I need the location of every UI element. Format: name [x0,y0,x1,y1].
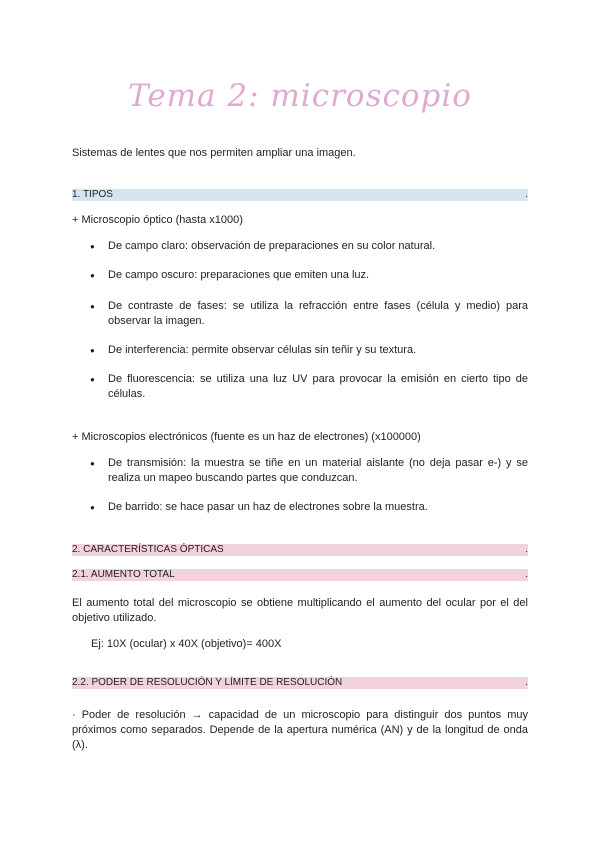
bullet-icon: ● [90,271,95,280]
heading-text: 2. CARACTERÍSTICAS ÓPTICAS [72,544,224,555]
heading-end: . [525,189,528,200]
bullet-icon: ● [90,242,95,251]
heading-text: 2.2. PODER DE RESOLUCIÓN Y LÍMITE DE RESOLUCIÓN [72,677,343,688]
section-heading-caracteristicas [72,544,528,556]
subsection-heading-aumento [72,569,528,581]
heading-end: . [525,677,528,688]
page-title: Tema 2: microscopio [128,78,472,114]
bullet-icon: ● [90,503,95,512]
bullet-icon: ● [90,459,95,468]
heading-text: 1. TIPOS [72,189,113,200]
electronico-label: + Microscopios electrónicos (fuente es un haz de electrones) (x100000) [72,431,421,443]
heading-text: 2.1. AUMENTO TOTAL [72,569,175,580]
bullet-icon: ● [90,375,95,384]
bullet-icon: ● [90,302,95,311]
aumento-example: Ej: 10X (ocular) x 40X (objetivo)= 400X [91,638,282,650]
section-heading-tipos [72,189,528,201]
heading-end: . [525,569,528,580]
subsection-heading-resolucion [72,677,528,689]
optico-label: + Microscopio óptico (hasta x1000) [72,214,243,226]
heading-highlight [72,189,528,201]
aumento-text: El aumento total del microscopio se obtiene multiplicando el aumento del ocular por el del objetivo utilizado. [72,597,528,624]
intro-text: Sistemas de lentes que nos permiten ampliar una imagen. [72,147,356,159]
resolucion-text: · Poder de resolución → capacidad de un microscopio para distinguir dos puntos muy próximos como separados. Depende de la apertura numérica (AN) y de la longitud de onda (λ). [72,709,528,751]
heading-end: . [525,544,528,555]
bullet-icon: ● [90,346,95,355]
